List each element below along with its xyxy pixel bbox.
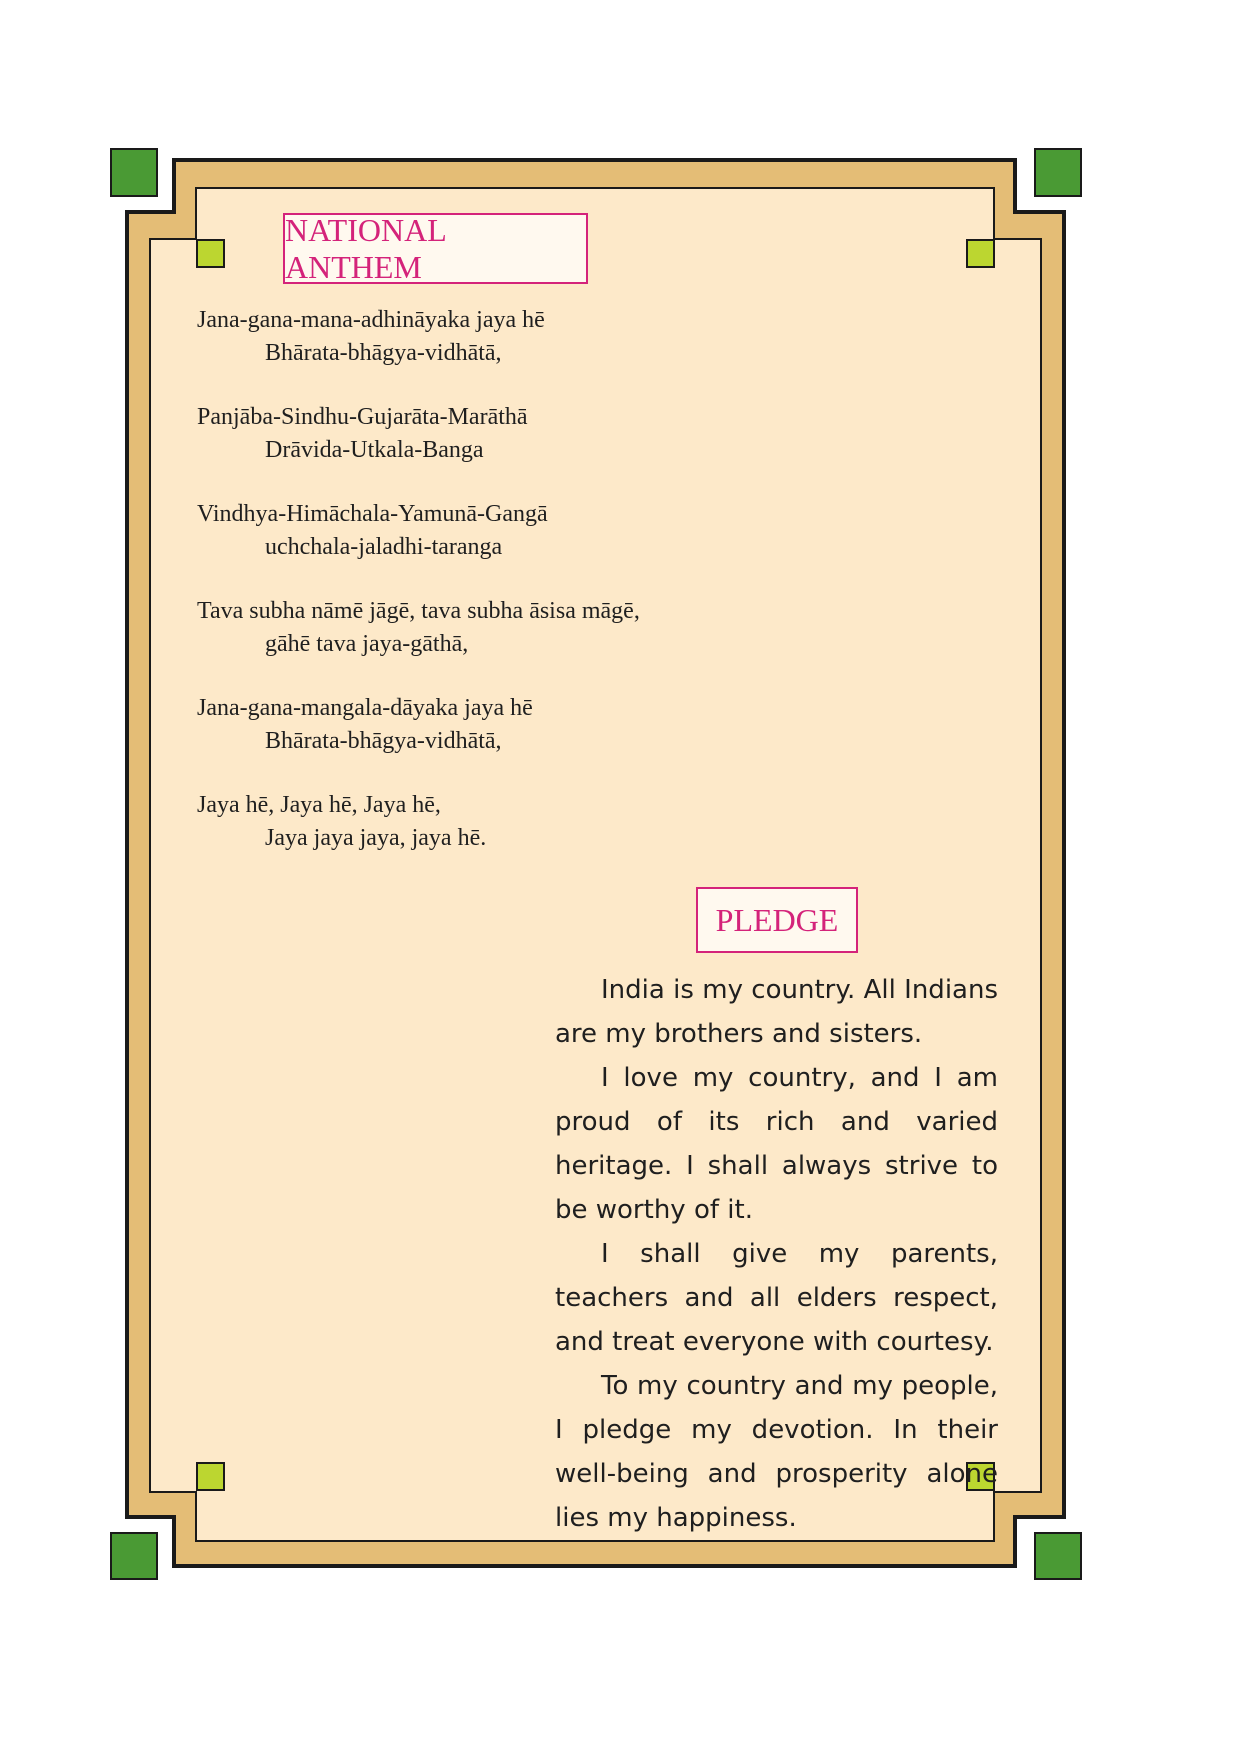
corner-square-bottom-right	[1035, 1533, 1081, 1579]
anthem-line: uchchala-jaladhi-taranga	[265, 534, 503, 560]
anthem-line: Bhārata-bhāgya-vidhātā,	[265, 340, 502, 366]
national-anthem-heading-text: NATIONAL ANTHEM	[285, 211, 446, 285]
anthem-line: Drāvida-Utkala-Banga	[265, 437, 484, 463]
anthem-line: Vindhya-Himāchala-Yamunā-Gangā	[197, 501, 548, 527]
corner-square-bottom-left	[111, 1533, 157, 1579]
anthem-stanza	[197, 789, 757, 855]
anthem-stanza	[197, 401, 757, 467]
inner-square-bottom-left	[197, 1463, 224, 1490]
inner-square-top-right	[967, 240, 994, 267]
pledge-heading-text: PLEDGE	[715, 901, 839, 938]
pledge-text	[555, 968, 998, 1540]
anthem-line: Jana-gana-mana-adhināyaka jaya hē	[197, 307, 545, 333]
pledge-paragraph: To my country and my people, I pledge my devotion. In their well-being and prosperity alone lies my happiness.	[555, 1371, 998, 1533]
anthem-stanza	[197, 595, 757, 661]
anthem-line: Panjāba-Sindhu-Gujarāta-Marāthā	[197, 404, 528, 430]
anthem-stanza	[197, 498, 757, 564]
anthem-stanza	[197, 692, 757, 758]
pledge-heading	[696, 887, 858, 953]
anthem-line: gāhē tava jaya-gāthā,	[265, 631, 469, 657]
anthem-line: Jaya jaya jaya, jaya hē.	[265, 825, 487, 851]
inner-square-top-left	[197, 240, 224, 267]
corner-square-top-right	[1035, 149, 1081, 196]
corner-square-top-left	[111, 149, 157, 196]
anthem-line: Bhārata-bhāgya-vidhātā,	[265, 728, 502, 754]
national-anthem-heading	[283, 213, 588, 284]
pledge-paragraph: I shall give my parents, teachers and all elders respect, and treat everyone with courtesy.	[555, 1239, 998, 1357]
anthem-line: Tava subha nāmē jāgē, tava subha āsisa māgē,	[197, 598, 640, 624]
anthem-stanza	[197, 304, 757, 370]
anthem-line: Jaya hē, Jaya hē, Jaya hē,	[197, 792, 441, 818]
national-anthem-lyrics	[197, 304, 757, 886]
pledge-paragraph: India is my country. All Indians are my brothers and sisters.	[555, 975, 998, 1049]
anthem-line: Jana-gana-mangala-dāyaka jaya hē	[197, 695, 533, 721]
pledge-paragraph: I love my country, and I am proud of its rich and varied heritage. I shall always strive to be worthy of it.	[555, 1063, 998, 1225]
